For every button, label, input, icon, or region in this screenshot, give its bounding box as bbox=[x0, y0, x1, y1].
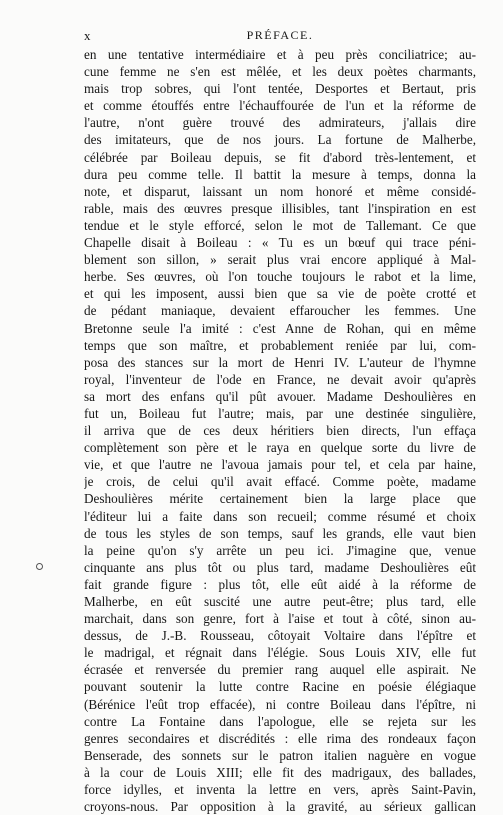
text-line: pouvant soutenir la lutte contre Racine en poésie élégiaque bbox=[84, 679, 476, 695]
text-line: herbe. Ses œuvres, où l'on touche toujours le rabot et la lime, bbox=[84, 269, 476, 285]
text-line: je crois, de celui qu'il avait effacé. Comme poète, madame bbox=[84, 474, 476, 490]
text-line: cune femme ne s'en est mêlée, et les deux poètes charmants, bbox=[84, 64, 476, 80]
text-line: et qui les imposent, aussi bien que sa vie de poète crotté et bbox=[84, 286, 476, 302]
text-line: Deshoulières mérite certainement bien la large place que bbox=[84, 491, 476, 507]
text-line: cinquante ans plus tôt ou plus tard, madame Deshoulières eût bbox=[84, 559, 476, 575]
running-head: PRÉFACE. bbox=[246, 28, 314, 42]
text-line: sa mort des enfans qu'il pût avouer. Madame Deshoulières en bbox=[84, 388, 476, 404]
text-line: blement son sillon, » serait plus vrai encore appliqué à Mal- bbox=[84, 252, 476, 268]
text-line: royal, l'inventeur de l'ode en France, ne devait avoir qu'après bbox=[84, 371, 476, 387]
page-header bbox=[84, 28, 476, 44]
text-line: fut un, Boileau fut l'autre; mais, par une destinée singulière, bbox=[84, 405, 476, 421]
text-line: temps que son maître, et probablement reniée par lui, com- bbox=[84, 337, 476, 353]
text-line: la peine qu'on s'y arrête un peu ici. J'imagine que, venue bbox=[84, 542, 476, 558]
text-line: Benserade, des sonnets sur le patron italien naguère en vogue bbox=[84, 747, 476, 763]
text-line: il arriva que de ces deux héritiers bien directs, l'un effaça bbox=[84, 423, 476, 439]
text-line: l'éditeur lui a faite dans son recueil; comme résumé et choix bbox=[84, 508, 476, 524]
text-line: croyons-nous. Par opposition à la gravité, au sérieux gallican bbox=[84, 799, 476, 815]
text-line: vie, et que l'autre ne l'avoua jamais pour tel, et cela par haine, bbox=[84, 457, 476, 473]
text-line: contre La Fontaine dans l'apologue, elle se rejeta sur les bbox=[84, 713, 476, 729]
text-line: le madrigal, et régnait dans l'élégie. Sous Louis XIV, elle fut bbox=[84, 645, 476, 661]
text-line: mais trop sobres, qui l'ont tentée, Desportes et Bertaut, pris bbox=[84, 81, 476, 97]
text-line: l'autre, n'ont guère trouvé des admirateurs, j'allais dire bbox=[84, 115, 476, 131]
text-line: de pédant maniaque, devaient effaroucher les femmes. Une bbox=[84, 303, 476, 319]
text-line: fait grande figure : plus tôt, elle eût aidé à la réforme de bbox=[84, 576, 476, 592]
text-line: et comme étouffés entre l'échauffourée de l'un et la réforme de bbox=[84, 98, 476, 114]
page-number: x bbox=[84, 28, 91, 43]
text-line: en une tentative intermédiaire et à peu près conciliatrice; au- bbox=[84, 47, 476, 62]
text-line: (Bérénice l'eût trop effacée), ni contre Boileau dans l'épître, ni bbox=[84, 696, 476, 712]
text-line: complètement son père et le raya en quelque sorte du livre de bbox=[84, 440, 476, 456]
text-line: Bretonne seule l'a imité : c'est Anne de Rohan, qui en même bbox=[84, 320, 476, 336]
text-line: force idylles, et inventa la lettre en vers, après Saint-Pavin, bbox=[84, 782, 476, 798]
text-line: à la cour de Louis XIII; elle fit des madrigaux, des ballades, bbox=[84, 764, 476, 780]
text-line: dura peu comme telle. Il battit la mesure à temps, donna la bbox=[84, 166, 476, 182]
text-line: note, et disparut, laissant un nom honoré et même considé- bbox=[84, 183, 476, 199]
text-line: genres secondaires et discrédités : elle rima des rondeaux façon bbox=[84, 730, 476, 746]
text-line: des imitateurs, que de nos jours. La fortune de Malherbe, bbox=[84, 132, 476, 148]
text-line: écrasée et renversée du premier rang auquel elle aspirait. Ne bbox=[84, 662, 476, 678]
text-line: Chapelle disait à Boileau : « Tu es un bœuf qui trace péni- bbox=[84, 235, 476, 251]
text-line: célébrée par Boileau depuis, se fit d'abord très-lentement, et bbox=[84, 149, 476, 165]
text-line: posa des stances sur la mort de Henri IV. L'auteur de l'hymne bbox=[84, 354, 476, 370]
text-line: de tous les styles de son temps, sauf les grands, elle vaut bien bbox=[84, 525, 476, 541]
text-line: tendue et le style efforcé, selon le mot de Tallemant. Ce que bbox=[84, 217, 476, 233]
text-line: rable, mais des œuvres presque illisibles, tant l'inspiration en est bbox=[84, 200, 476, 216]
body-text bbox=[84, 46, 476, 815]
text-line: dessus, de J.-B. Rousseau, côtoyait Voltaire dans l'épître et bbox=[84, 628, 476, 644]
text-line: Malherbe, en eût suscité une autre peut-être; plus tard, elle bbox=[84, 594, 476, 609]
margin-ring-mark bbox=[36, 563, 43, 570]
text-line: marchait, dans son genre, fort à l'aise et tout à côté, sinon au- bbox=[84, 611, 476, 627]
